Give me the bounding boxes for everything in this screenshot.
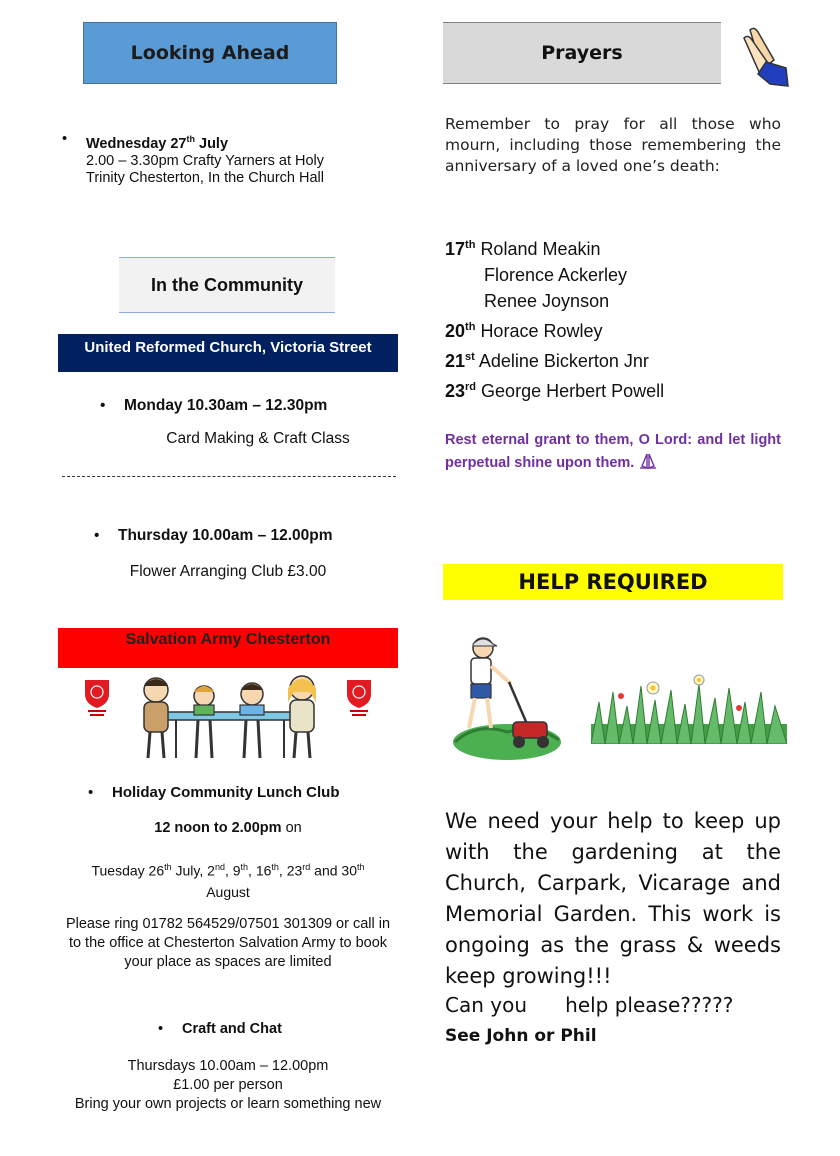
praying-hands-small-icon xyxy=(638,452,658,470)
urc-title-bar: United Reformed Church, Victoria Street xyxy=(58,334,398,372)
lawn-mower-man-icon xyxy=(447,632,561,764)
prayer-entry: 23rd George Herbert Powell xyxy=(445,381,665,401)
help-ask: Can you help please????? xyxy=(445,993,734,1017)
monday-desc: Card Making & Craft Class xyxy=(166,430,350,447)
lunch-club-item xyxy=(112,784,340,801)
prayer-entry: Florence Ackerley xyxy=(484,265,628,285)
dashed-divider xyxy=(62,476,396,477)
grass-flowers-icon xyxy=(591,672,787,744)
craft-chat-item xyxy=(182,1021,282,1037)
help-required-heading: HELP REQUIRED xyxy=(443,564,783,600)
craft-chat-title: • Craft and Chat xyxy=(182,1021,282,1037)
help-contact: See John or Phil xyxy=(445,1026,597,1046)
prayer-entry: 17th Roland Meakin xyxy=(445,239,601,259)
prayer-entry: 21st Adeline Bickerton Jnr xyxy=(445,351,649,371)
monday-item xyxy=(124,397,327,415)
blessing: Rest eternal grant to them, O Lord: and let light perpetual shine upon them. xyxy=(445,432,781,471)
prayer-entry: Renee Joynson xyxy=(484,291,610,311)
craft-line-1: Thursdays 10.00am – 12.00pm xyxy=(127,1058,329,1074)
thursday-title: • Thursday 10.00am – 12.00pm xyxy=(118,527,333,544)
craft-line-3: Bring your own projects or learn something new xyxy=(74,1096,382,1112)
looking-ahead-heading: Looking Ahead xyxy=(83,22,337,84)
salvation-army-shield-icon xyxy=(344,676,374,718)
prayers-heading: Prayers xyxy=(443,22,721,84)
event-line-2: Trinity Chesterton, In the Church Hall xyxy=(86,169,325,186)
lunch-time: 12 noon to 2.00pm on xyxy=(154,820,302,836)
salvation-army-shield-icon xyxy=(82,676,112,718)
craft-line-2: £1.00 per person xyxy=(173,1077,283,1093)
craft-chat-details xyxy=(58,1057,398,1114)
event-line-1: 2.00 – 3.30pm Crafty Yarners at Holy xyxy=(86,152,325,169)
community-heading: In the Community xyxy=(119,257,335,313)
looking-ahead-event xyxy=(86,131,386,187)
lunch-dates: Tuesday 26th July, 2nd, 9th, 16th, 23rd and 30th August xyxy=(91,862,365,900)
prayer-entry: 20th Horace Rowley xyxy=(445,321,603,341)
prayer-list xyxy=(445,232,781,404)
praying-hands-icon xyxy=(740,24,794,88)
lunch-club-title: • Holiday Community Lunch Club xyxy=(112,784,340,801)
thursday-desc: Flower Arranging Club £3.00 xyxy=(129,563,327,580)
thursday-item xyxy=(118,527,333,545)
salvation-title-bar: Salvation Army Chesterton xyxy=(58,628,398,668)
people-at-table-icon xyxy=(132,672,330,764)
booking-info: Please ring 01782 564529/07501 301309 or call in to the office at Chesterton Salvation Army to book your place as spaces are limited xyxy=(65,916,391,970)
help-body: We need your help to keep up with the gardening at the Church, Carpark, Vicarage and Memorial Garden. This work is ongoing as the grass & weeds keep growing!!! xyxy=(445,809,781,988)
monday-title: • Monday 10.30am – 12.30pm xyxy=(124,397,327,414)
event-date: • Wednesday 27th July xyxy=(86,131,386,153)
prayers-intro: Remember to pray for all those who mourn, including those remembering the anniversary of a loved one’s death: xyxy=(445,115,781,175)
